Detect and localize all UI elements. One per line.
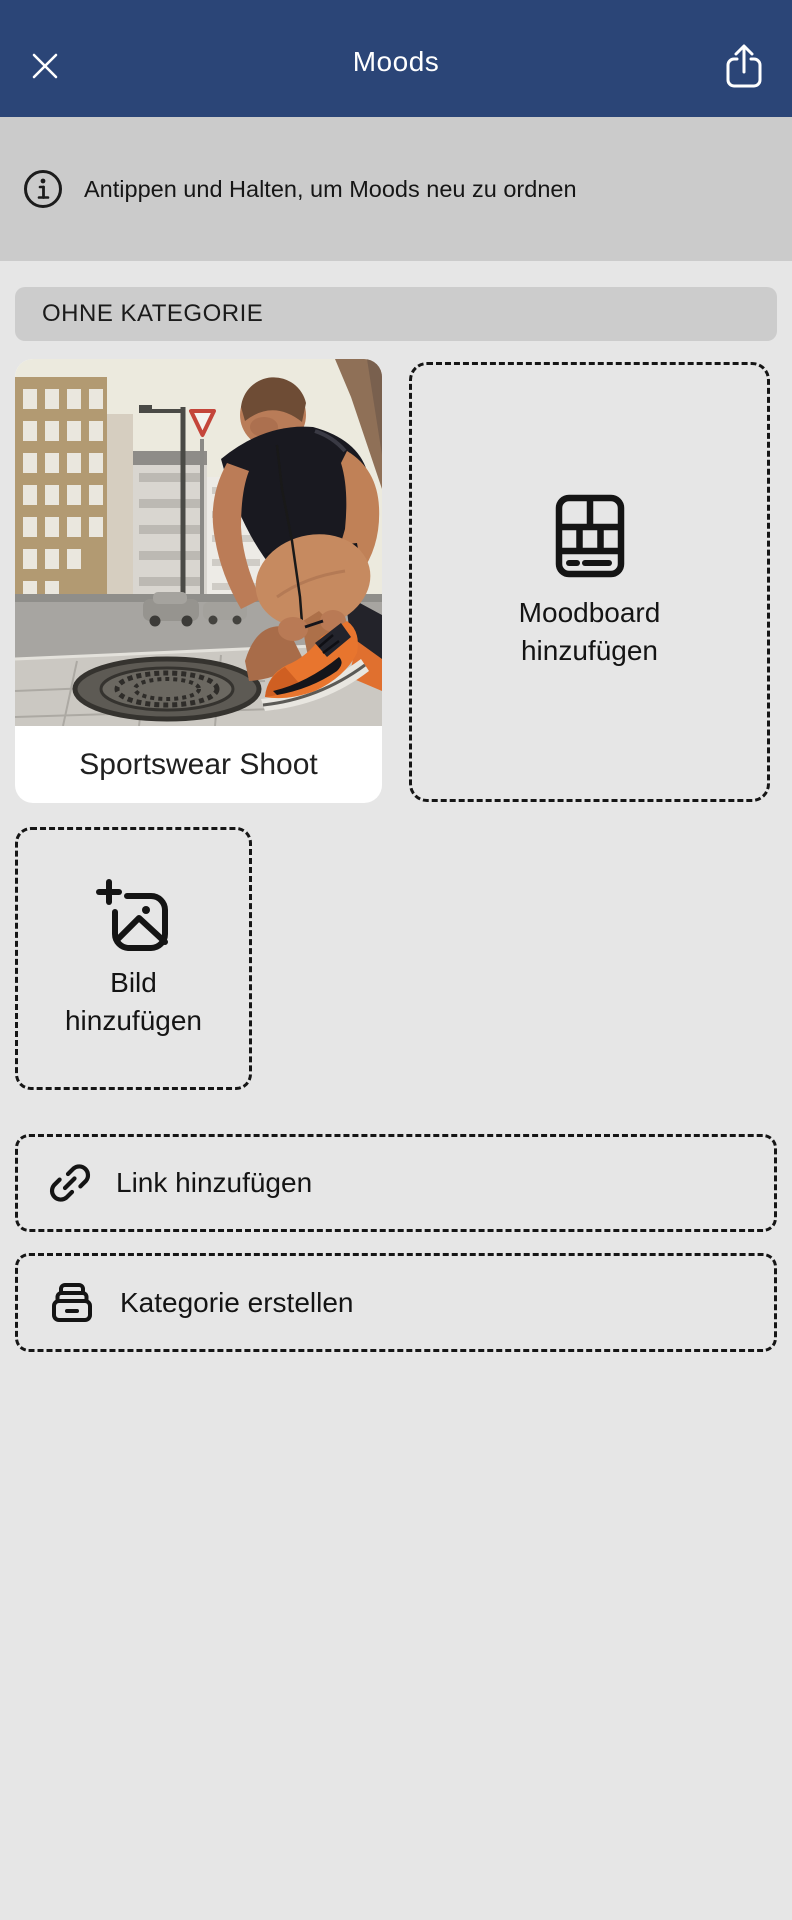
moods-grid-row-2 xyxy=(15,827,777,1090)
info-banner-text: Antippen und Halten, um Moods neu zu ordnen xyxy=(84,176,577,202)
close-icon xyxy=(28,49,62,83)
close-button[interactable] xyxy=(28,49,62,83)
mood-title: Sportswear Shoot xyxy=(79,747,318,781)
mood-card-sportswear-shoot[interactable] xyxy=(15,359,382,803)
page-title: Moods xyxy=(352,46,440,77)
add-image-label: Bild hinzufügen xyxy=(64,966,202,1036)
info-banner xyxy=(0,117,792,261)
add-moodboard-label: Moodboard hinzufügen xyxy=(518,597,661,666)
add-moodboard-tile[interactable] xyxy=(409,362,770,802)
section-header-ohne-kategorie xyxy=(15,287,777,341)
image-plus-icon xyxy=(95,878,173,954)
create-category-label: Kategorie erstellen xyxy=(120,1286,354,1318)
section-label: OHNE KATEGORIE xyxy=(42,300,264,327)
share-button[interactable] xyxy=(724,42,764,90)
moods-grid-row-1 xyxy=(15,359,777,803)
info-icon xyxy=(22,168,64,210)
create-category-button[interactable] xyxy=(15,1253,777,1352)
category-drawers-icon xyxy=(48,1279,96,1327)
add-link-label: Link hinzufügen xyxy=(116,1167,313,1198)
moodboard-grid-icon xyxy=(555,494,625,578)
content xyxy=(0,287,792,1352)
add-image-tile[interactable] xyxy=(15,827,252,1090)
link-icon xyxy=(48,1161,92,1205)
mood-photo xyxy=(15,359,382,726)
share-icon xyxy=(724,42,764,90)
navbar xyxy=(0,0,792,117)
add-link-button[interactable] xyxy=(15,1134,777,1232)
